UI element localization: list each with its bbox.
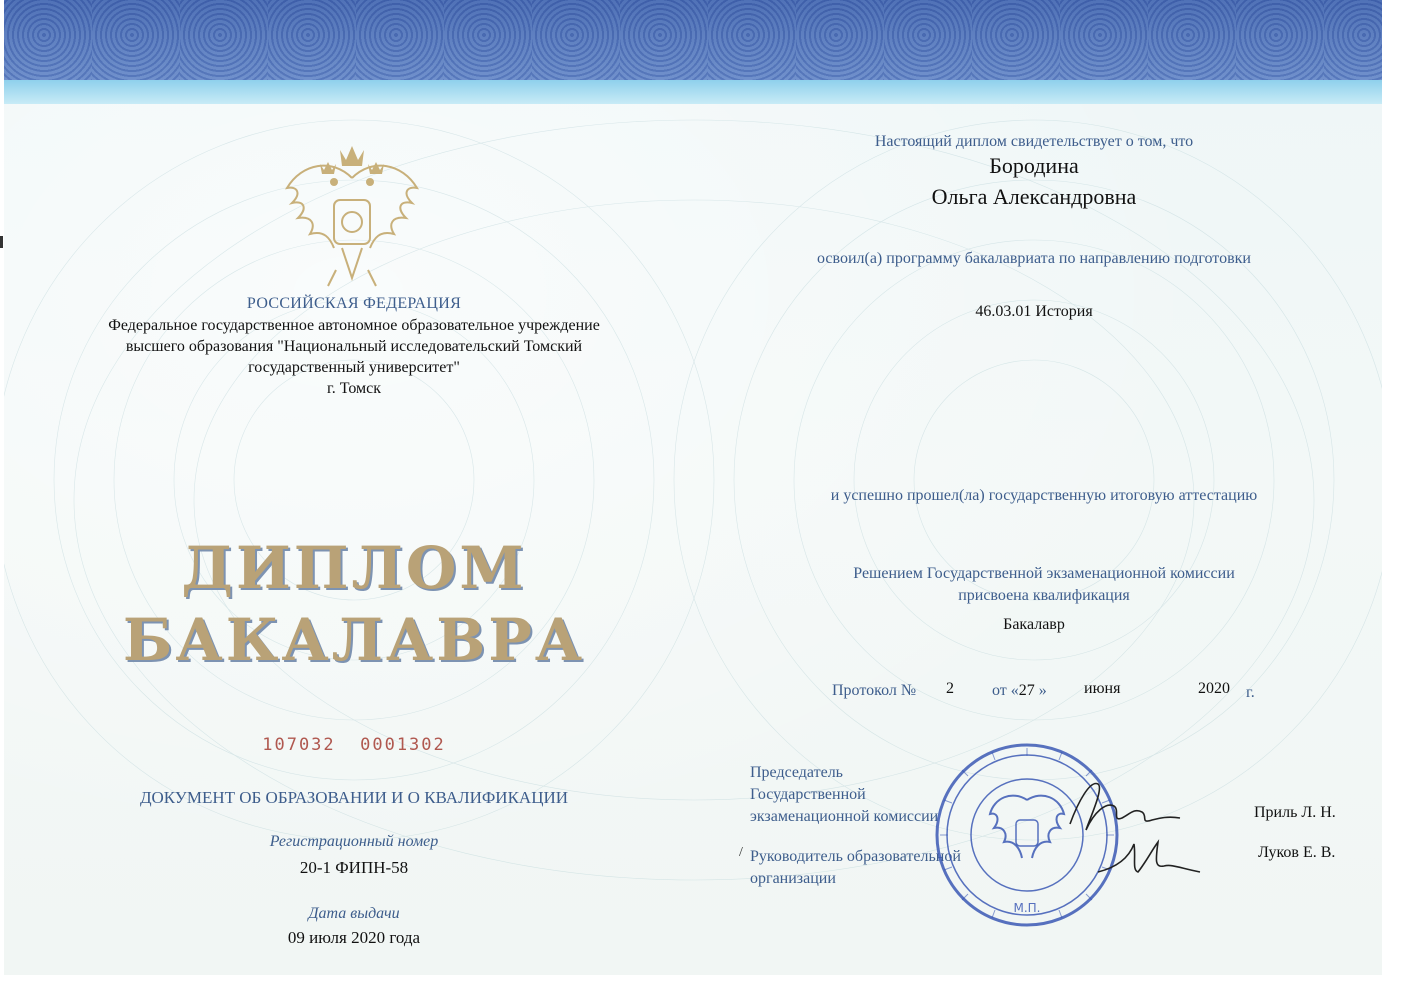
institution-name	[44, 315, 664, 399]
issue-date: 09 июля 2020 года	[287, 928, 421, 947]
document-type: ДОКУМЕНТ ОБ ОБРАЗОВАНИИ И О КВАЛИФИКАЦИИ	[139, 788, 569, 807]
head-line-2: организации	[750, 870, 836, 887]
slash-mark: /	[739, 845, 743, 860]
protocol-day: 27	[1018, 682, 1035, 699]
scan-edge-mark	[0, 236, 3, 248]
specialty: 46.03.01 История	[975, 303, 1093, 320]
head-signature	[1094, 832, 1204, 887]
protocol-from: от	[992, 682, 1007, 699]
chair-line-3: экзаменационной комиссии	[750, 808, 939, 825]
qualification: Бакалавр	[1003, 616, 1065, 633]
country-name: РОССИЙСКАЯ ФЕДЕРАЦИЯ	[246, 295, 462, 312]
seal-mark: М.П.	[1013, 901, 1041, 915]
certifies-text: Настоящий диплом свидетельствует о том, что	[874, 133, 1194, 150]
institution-line-1: Федеральное государственное автономное образовательное учреждение	[108, 317, 600, 334]
registration-number: 20-1 ФИПН-58	[299, 858, 409, 877]
commission-decision	[764, 563, 1324, 607]
issue-date-label: Дата выдачи	[308, 905, 400, 922]
institution-city: г. Томск	[326, 380, 382, 397]
protocol-number: 2	[946, 680, 954, 697]
top-ornament-band	[4, 0, 1382, 80]
year-suffix: г.	[1246, 684, 1255, 701]
decision-line-2: присвоена квалификация	[958, 587, 1130, 604]
institution-line-2: высшего образования "Национальный исследовательский Томский	[125, 338, 583, 355]
exam-text: и успешно прошел(ла) государственную итоговую аттестацию	[830, 487, 1258, 504]
graduate-surname: Бородина	[989, 153, 1079, 178]
quote-close: »	[1038, 682, 1047, 699]
head-name: Луков Е. В.	[1258, 844, 1336, 861]
quote-open: «	[1010, 682, 1019, 699]
diploma-title-line-1: ДИПЛОМ	[181, 534, 527, 602]
top-light-band	[4, 80, 1382, 104]
protocol-month: июня	[1084, 680, 1121, 697]
head-line-1: Руководитель образовательной	[750, 848, 961, 865]
registration-label: Регистрационный номер	[269, 833, 439, 850]
program-text: освоил(а) программу бакалавриата по направлению подготовки	[817, 250, 1251, 267]
protocol-label: Протокол №	[832, 682, 917, 699]
chair-line-1: Председатель	[750, 764, 843, 781]
protocol-date	[992, 682, 1047, 700]
institution-line-3: государственный университет"	[248, 359, 460, 376]
double-headed-eagle-emblem	[272, 138, 432, 298]
diploma-title-line-2: БАКАЛАВРА	[122, 606, 586, 674]
diploma-sheet	[4, 0, 1382, 975]
serial-number: 107032 0001302	[262, 735, 446, 755]
chair-name: Приль Л. Н.	[1254, 804, 1336, 821]
chair-line-2: Государственной	[750, 786, 866, 803]
graduate-given-names: Ольга Александровна	[931, 184, 1137, 209]
decision-line-1: Решением Государственной экзаменационной комиссии	[853, 565, 1235, 582]
protocol-year: 2020	[1198, 680, 1230, 697]
